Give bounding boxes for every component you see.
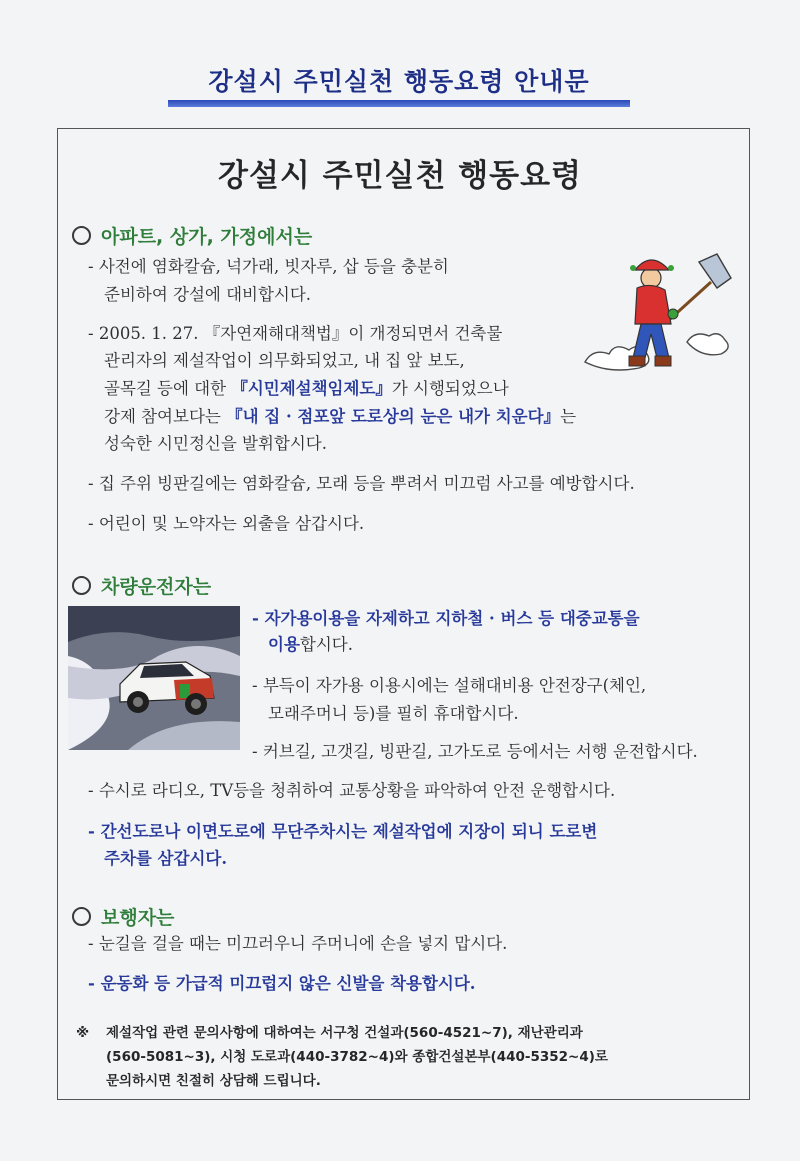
snow-shoveler-illustration [575, 250, 740, 380]
text-line [268, 633, 353, 657]
text-line: - 2005. 1. 27. 『자연재해대책법』이 개정되면서 건축물 [88, 324, 503, 343]
emphasis-text: 『시민제설책임제도』 [231, 379, 392, 398]
text-segment: 골목길 등에 대한 [104, 379, 232, 398]
text-line: - 수시로 라디오, TV등을 청취하여 교통상황을 파악하여 안전 운행합시다. [88, 781, 616, 800]
text-line: - 사전에 염화칼슘, 넉가래, 빗자루, 삽 등을 충분히 [88, 257, 449, 276]
text-line: - 커브길, 고갯길, 빙판길, 고가도로 등에서는 서행 운전합시다. [252, 742, 698, 761]
text-line: 주차를 삼갑시다. [104, 849, 228, 868]
note-line: 문의하시면 친절히 상담해 드립니다. [106, 1073, 321, 1089]
section-heading-label: 차량운전자는 [101, 576, 212, 598]
text-line: - 어린이 및 노약자는 외출을 삼갑시다. [88, 514, 365, 533]
circle-bullet-icon [72, 576, 91, 595]
text-line: 성숙한 시민정신을 발휘합시다. [104, 434, 327, 453]
text-segment: 합시다. [299, 635, 353, 654]
circle-bullet-icon [72, 226, 91, 245]
text-line: 관리자의 제설작업이 의무화되었고, 내 집 앞 보도, [104, 351, 465, 370]
note-mark: ※ [76, 1025, 90, 1041]
section-heading-label: 아파트, 상가, 가정에서는 [101, 226, 313, 248]
section-heading-drivers [72, 572, 211, 599]
note-line: (560-5081~3), 시청 도로과(440-3782~4)와 종합건설본부(440-5352~4)로 [106, 1049, 608, 1065]
banner [168, 64, 630, 108]
text-line: - 자가용이용을 자제하고 지하철 · 버스 등 대중교통을 [252, 609, 640, 628]
section-heading-label: 보행자는 [101, 907, 175, 929]
text-segment: 가 시행되었으나 [391, 379, 509, 398]
text-segment: 는 [560, 407, 577, 426]
banner-underline [168, 100, 630, 107]
text-line: - 간선도로나 이면도로에 무단주차시는 제설작업에 지장이 되니 도로변 [88, 822, 598, 841]
text-line: - 눈길을 걸을 때는 미끄러우니 주머니에 손을 넣지 맙시다. [88, 934, 508, 953]
note-line: 제설작업 관련 문의사항에 대하여는 서구청 건설과(560-4521~7), 재난관리과 [106, 1025, 583, 1041]
text-line: 모래주머니 등)를 필히 휴대합시다. [268, 704, 519, 723]
text-line: 준비하여 강설에 대비합시다. [104, 285, 312, 304]
text-line: - 부득이 자가용 이용시에는 설해대비용 안전장구(체인, [252, 676, 647, 695]
text-line: - 운동화 등 가급적 미끄럽지 않은 신발을 착용합시다. [88, 974, 476, 993]
main-title: 강설시 주민실천 행동요령 [218, 158, 582, 194]
banner-title: 강설시 주민실천 행동요령 안내문 [208, 67, 590, 96]
text-line [104, 377, 509, 401]
circle-bullet-icon [72, 907, 91, 926]
emphasis-text: 이용 [268, 635, 300, 654]
text-segment: 강제 참여보다는 [104, 407, 227, 426]
section-heading-household [72, 222, 312, 249]
emphasis-text: 『내 집 · 점포앞 도로상의 눈은 내가 치운다』 [226, 407, 561, 426]
text-line [104, 405, 576, 429]
rally-car-on-snow-photo [68, 606, 240, 750]
text-line: - 집 주위 빙판길에는 염화칼슘, 모래 등을 뿌려서 미끄럼 사고를 예방합시다. [88, 474, 635, 493]
section-heading-pedestrians [72, 903, 174, 930]
